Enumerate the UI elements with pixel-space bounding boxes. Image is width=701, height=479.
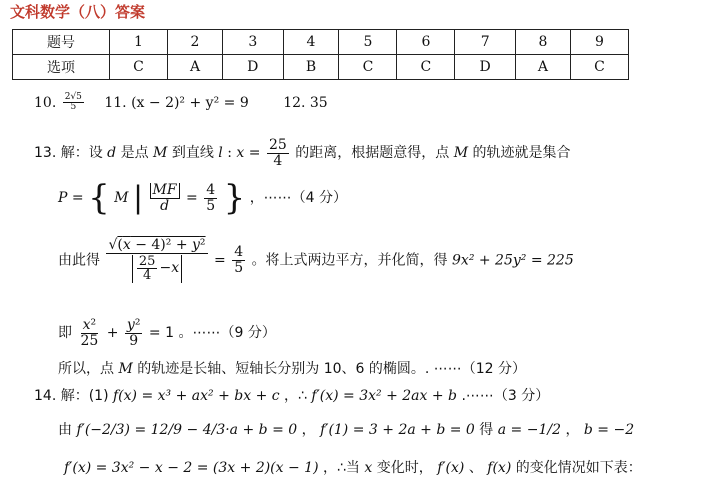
text: 由此得 — [58, 252, 100, 269]
text: 。将上式两边平方，并化简，得 — [251, 252, 448, 269]
q10-numerator: 2√5 — [64, 92, 82, 102]
q12-answer: 12. 35 — [283, 94, 328, 111]
table-cell: 2 — [167, 30, 222, 55]
text: 14. 解：(1) — [34, 388, 109, 404]
table-cell: D — [455, 55, 516, 80]
table-cell: 5 — [339, 30, 397, 55]
text: 的变化情况如下表： — [515, 460, 642, 476]
text: ，∴ — [284, 388, 307, 404]
text: 由 — [58, 422, 72, 438]
text: 的轨迹是长轴、短轴长分别为 10、6 的椭圆。. ⋯⋯（12 分） — [137, 361, 527, 377]
text: 变化时， — [376, 460, 433, 476]
score-note: ，⋯⋯（4 分） — [249, 190, 348, 206]
table-row — [13, 30, 629, 55]
q13-ellipse: 即 $\frac{\text{x²}}{25}$ + $\frac{\text{y²}}{9}$ = 1 。⋯⋯（9 分） — [58, 317, 276, 349]
text: 的距离，根据题意得，点 — [295, 145, 450, 162]
fraction-25-4: $\frac{25}{4}$ — [268, 137, 287, 169]
table-cell: C — [397, 55, 455, 80]
q10-label: 10. — [34, 94, 57, 111]
q14-line3: f′(x) = 3x² − x − 2 = (3x + 2)(x − 1) ，∴当 x 变化时， f′(x) 、 f(x) 的变化情况如下表： — [64, 460, 642, 476]
q13-conclusion: 所以，点 M 的轨迹是长轴、短轴长分别为 10、6 的椭圆。. ⋯⋯（12 分） — [58, 361, 527, 377]
q10-denominator: 5 — [70, 102, 77, 113]
table-cell: 1 — [110, 30, 168, 55]
table-cell: 4 — [283, 30, 339, 55]
q14-line2 — [58, 419, 634, 439]
score-note: .⋯⋯（3 分） — [461, 388, 550, 404]
equation: 9x² + 25y² = 225 — [452, 252, 574, 269]
table-header-cell: 选项 — [13, 55, 110, 80]
q13-set: P = { M | $\frac{MF}{d}$ = $\frac{4}{5}$ } ，⋯⋯（4 分） — [58, 178, 348, 218]
text: ，∴当 — [323, 460, 360, 476]
table-cell: A — [515, 55, 570, 80]
text: ， — [565, 422, 580, 438]
text: 所以，点 — [58, 361, 114, 377]
table-cell: 8 — [515, 30, 570, 55]
fill-answers — [34, 93, 328, 113]
text: 的轨迹就是集合 — [472, 145, 571, 162]
page-title: 文科数学（八）答案 — [10, 3, 146, 21]
text: 是点 — [120, 145, 149, 162]
q11-answer: 11. (x − 2)² + y² = 9 — [104, 94, 249, 111]
equation: f(x) = x³ + ax² + bx + c — [113, 388, 280, 404]
text: 、 — [468, 460, 483, 476]
equation: f′(−2/3) = 12/9 − 4/3·a + b = 0 — [76, 422, 298, 438]
score-note: = 1 。⋯⋯（9 分） — [148, 325, 276, 342]
text: 13. 解：设 — [34, 145, 103, 162]
text: 到直线 — [171, 145, 214, 162]
text: 即 — [58, 325, 72, 342]
equation: f′(x) = 3x² + 2ax + b — [311, 388, 458, 404]
table-cell: 3 — [223, 30, 284, 55]
text: ， — [301, 422, 316, 438]
equation: a = −1/2 — [497, 422, 561, 438]
table-cell: C — [110, 55, 168, 80]
table-row — [13, 55, 629, 80]
table-cell: 7 — [455, 30, 516, 55]
table-cell: B — [283, 55, 339, 80]
equation: f′(1) = 3 + 2a + b = 0 — [320, 422, 475, 438]
table-cell: C — [339, 55, 397, 80]
answer-table — [12, 29, 629, 80]
text: 得 — [479, 422, 494, 438]
table-cell: 9 — [570, 30, 628, 55]
table-cell: 6 — [397, 30, 455, 55]
table-header-cell: 题号 — [13, 30, 110, 55]
equation: f′(x) = 3x² − x − 2 = (3x + 2)(x − 1) — [64, 460, 319, 476]
table-cell: A — [167, 55, 222, 80]
table-cell: C — [570, 55, 628, 80]
q13-derivation: 由此得 √(x − 4)² + y² $\frac{25}{4}$ − x = $\frac{4}{5}$ 。将上式两边平方，并化简，得 9x² + 25y² = 225 — [58, 237, 574, 284]
table-cell: D — [223, 55, 284, 80]
equation: b = −2 — [583, 422, 635, 438]
q14-line1 — [34, 385, 549, 405]
q13-intro: 13. 解：设 d 是点 M 到直线 l : x = $\frac{25}{4}$ 的距离，根据题意得，点 M 的轨迹就是集合 — [34, 137, 571, 169]
q10-fraction — [63, 93, 84, 113]
